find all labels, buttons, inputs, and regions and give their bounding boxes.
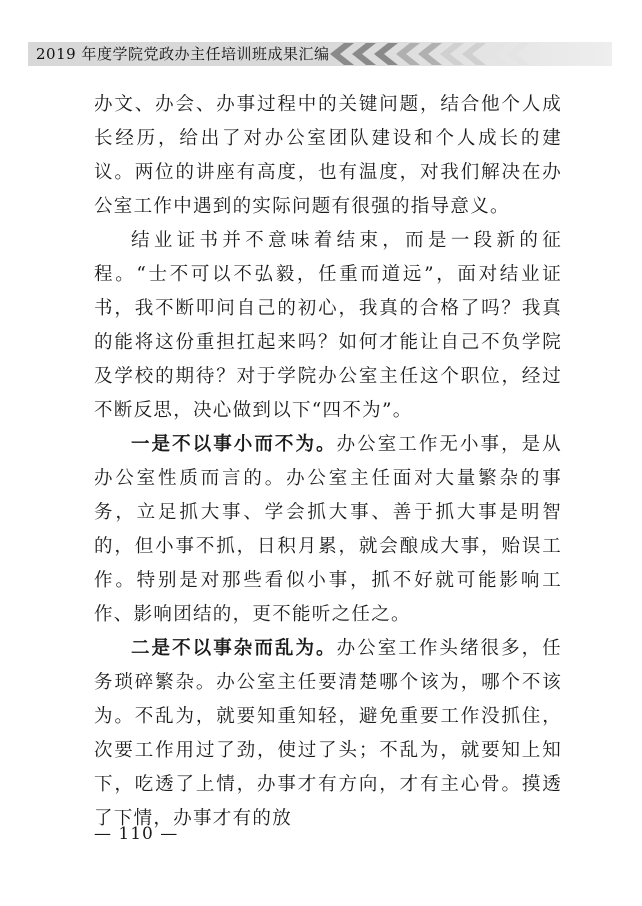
chevron-decoration-icon bbox=[330, 41, 610, 67]
paragraph-point-one bbox=[94, 428, 562, 632]
paragraph-continued: 办文、办会、办事过程中的关键问题，结合他个人成长经历，给出了对办公室团队建设和个人成长的建议。两位的讲座有高度，也有温度，对我们解决在办公室工作中遇到的实际问题有很强的指导意义。 bbox=[94, 94, 562, 217]
point-one-body: 办公室工作无小事，是从办公室性质而言的。办公室主任面对大量繁杂的事务，立足抓大事、学会抓大事、善于抓大事是明智的，但小事不抓，日积月累，就会酿成大事，贻误工作。特别是对那些看似小事，抓不好就可能影响工作、影响团结的，更不能听之任之。 bbox=[94, 434, 562, 625]
running-header-title: 2019 年度学院党政办主任培训班成果汇编 bbox=[36, 45, 330, 63]
paragraph-point-two bbox=[94, 632, 562, 836]
point-two-body: 办公室工作头绪很多，任务琐碎繁杂。办公室主任要清楚哪个该为，哪个不该为。不乱为，就要知重知轻，避免重要工作没抓住，次要工作用过了劲，使过了头；不乱为，就要知上知下，吃透了上情，办事才有方向，才有主心骨。摸透了下情，办事才有的放 bbox=[94, 638, 562, 829]
page-number: — 110 — bbox=[94, 824, 179, 844]
body-text bbox=[94, 88, 562, 836]
point-one-heading: 一是不以事小而不为。 bbox=[131, 434, 337, 455]
point-two-heading: 二是不以事杂而乱为。 bbox=[131, 638, 337, 659]
paragraph-certificate: 结业证书并不意味着结束，而是一段新的征程。“士不可以不弘毅，任重而道远”，面对结业证书，我不断叩问自己的初心，我真的合格了吗？我真的能将这份重担扛起来吗？如何才能让自己不负学院及学校的期待？对于学院办公室主任这个职位，经过不断反思，决心做到以下“四不为”。 bbox=[94, 230, 562, 421]
